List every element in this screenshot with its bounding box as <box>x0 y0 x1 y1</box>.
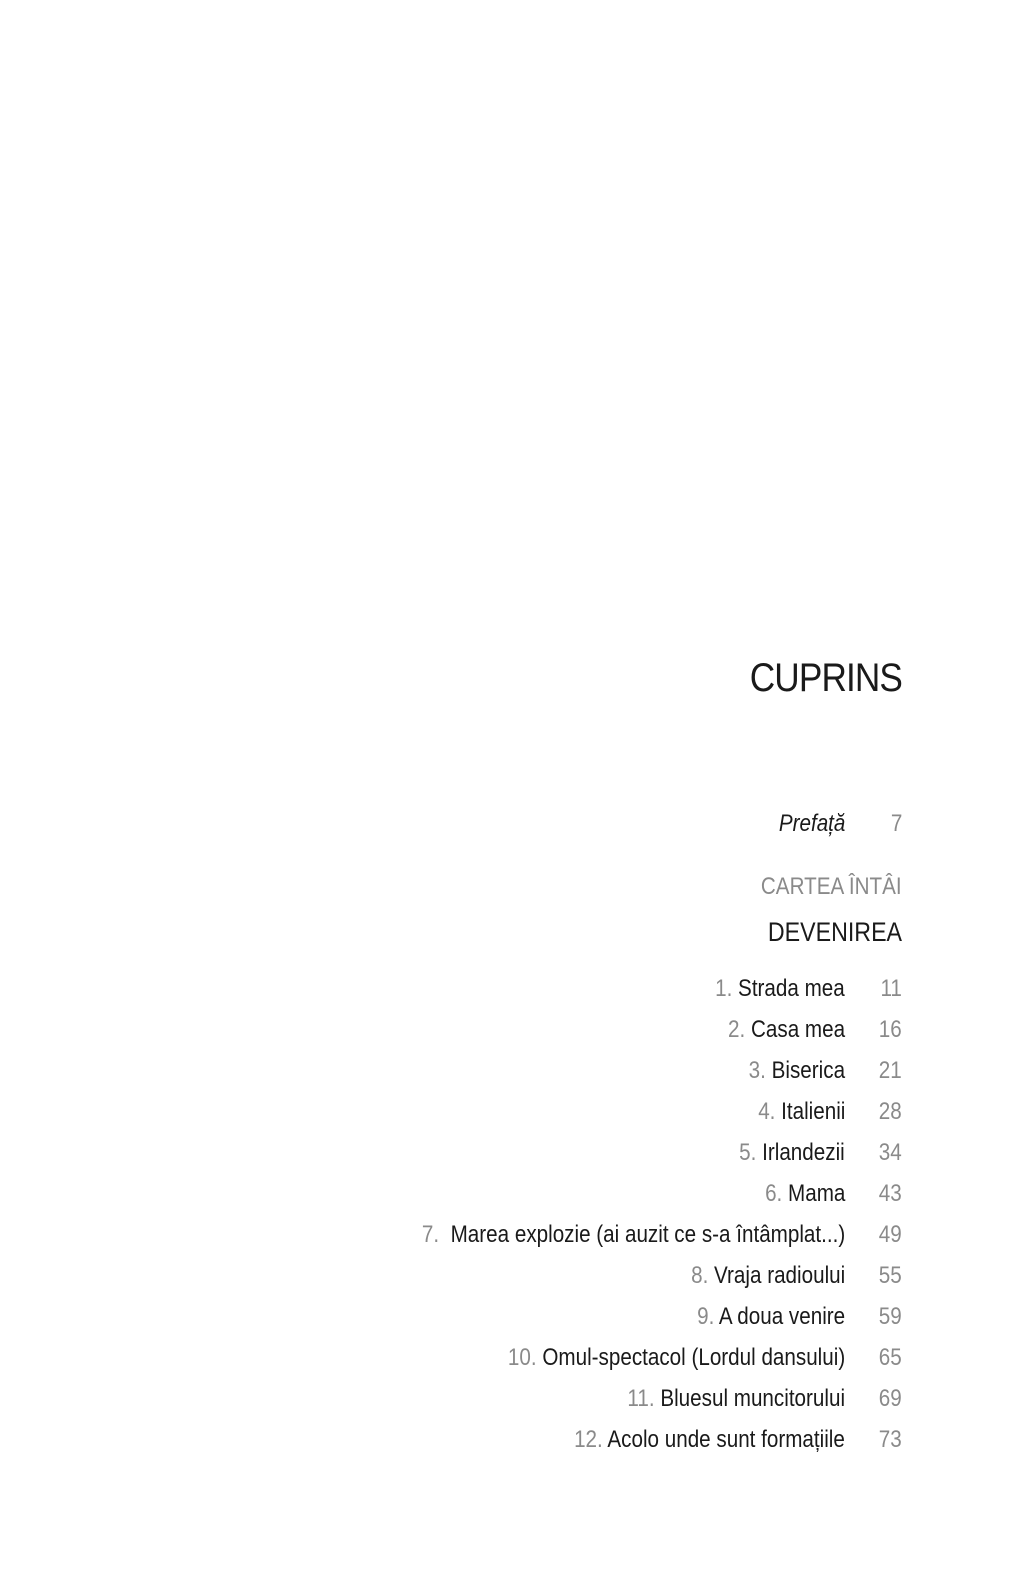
toc-chapter-entry <box>715 972 845 1006</box>
toc-chapter-title: Omul-spectacol (Lordul dansului) <box>542 1344 845 1371</box>
toc-chapter-number: 12. <box>574 1426 603 1453</box>
toc-chapter-row <box>0 1300 1024 1334</box>
toc-chapter-page: 34 <box>879 1139 902 1166</box>
toc-chapter-entry <box>574 1423 845 1457</box>
toc-chapter-number: 11. <box>627 1385 655 1412</box>
toc-chapter-page: 49 <box>879 1221 902 1248</box>
toc-chapter-number: 3. <box>748 1057 766 1084</box>
toc-chapter-row <box>0 1423 1024 1457</box>
page-title: CUPRINS <box>749 656 902 700</box>
toc-chapter-entry <box>739 1136 845 1170</box>
toc-chapter-entry <box>422 1218 845 1252</box>
toc-chapter-entry <box>765 1177 845 1211</box>
toc-chapter-number: 2. <box>727 1016 746 1043</box>
toc-chapter-title: Acolo unde sunt formațiile <box>607 1426 845 1453</box>
toc-chapter-number: 1. <box>715 975 733 1002</box>
toc-chapter-title: Italienii <box>780 1098 845 1125</box>
toc-chapter-title: Vraja radioului <box>713 1262 845 1289</box>
toc-chapter-row <box>0 1382 1024 1416</box>
toc-chapter-row <box>0 1095 1024 1129</box>
toc-chapter-row <box>0 972 1024 1006</box>
part-label: CARTEA ÎNTÂI <box>761 873 902 900</box>
toc-chapter-row <box>0 1136 1024 1170</box>
toc-preface-label: Prefață <box>778 810 845 837</box>
toc-chapter-page: 73 <box>879 1426 902 1453</box>
toc-chapter-entry <box>691 1259 845 1293</box>
toc-preface-row <box>0 807 1024 841</box>
toc-chapter-row <box>0 1177 1024 1211</box>
toc-chapter-page: 28 <box>879 1098 902 1125</box>
toc-chapter-page: 43 <box>879 1180 902 1207</box>
toc-chapter-title: A doua venire <box>718 1303 845 1330</box>
toc-chapter-row <box>0 1054 1024 1088</box>
toc-chapter-number: 8. <box>690 1262 709 1289</box>
toc-chapter-entry <box>697 1300 845 1334</box>
toc-chapter-title: Marea explozie (ai auzit ce s-a întâmplat...) <box>450 1221 845 1248</box>
toc-chapter-entry <box>508 1341 845 1375</box>
toc-chapter-number: 10. <box>507 1344 537 1371</box>
toc-chapter-title: Casa mea <box>750 1016 845 1043</box>
toc-chapter-entry <box>749 1054 845 1088</box>
toc-chapter-row <box>0 1341 1024 1375</box>
toc-chapter-row <box>0 1013 1024 1047</box>
toc-chapter-page: 59 <box>879 1303 902 1330</box>
toc-chapter-title: Mama <box>787 1180 845 1207</box>
toc-chapter-title: Irlandezii <box>762 1139 845 1166</box>
toc-chapter-page: 55 <box>879 1262 902 1289</box>
toc-chapter-entry <box>758 1095 845 1129</box>
toc-chapter-number: 9. <box>696 1303 715 1330</box>
toc-chapter-page: 11 <box>880 975 902 1002</box>
toc-chapter-row <box>0 1218 1024 1252</box>
toc-chapter-number: 5. <box>739 1139 757 1166</box>
toc-chapter-title: Biserica <box>771 1057 845 1084</box>
toc-chapter-row <box>0 1259 1024 1293</box>
toc-chapter-page: 69 <box>879 1385 902 1412</box>
toc-chapter-number: 7. <box>421 1221 439 1248</box>
toc-chapter-page: 65 <box>879 1344 902 1371</box>
toc-chapter-page: 21 <box>879 1057 902 1084</box>
toc-chapter-title: Bluesul muncitorului <box>660 1385 845 1412</box>
part-title: DEVENIREA <box>767 917 902 947</box>
toc-chapter-page: 16 <box>879 1016 902 1043</box>
toc-chapter-number: 6. <box>764 1180 782 1207</box>
toc-chapter-number: 4. <box>757 1098 776 1125</box>
toc-chapter-title: Strada mea <box>738 975 845 1002</box>
toc-chapter-entry <box>627 1382 845 1416</box>
toc-preface-page: 7 <box>890 810 902 837</box>
toc-chapter-entry <box>728 1013 845 1047</box>
